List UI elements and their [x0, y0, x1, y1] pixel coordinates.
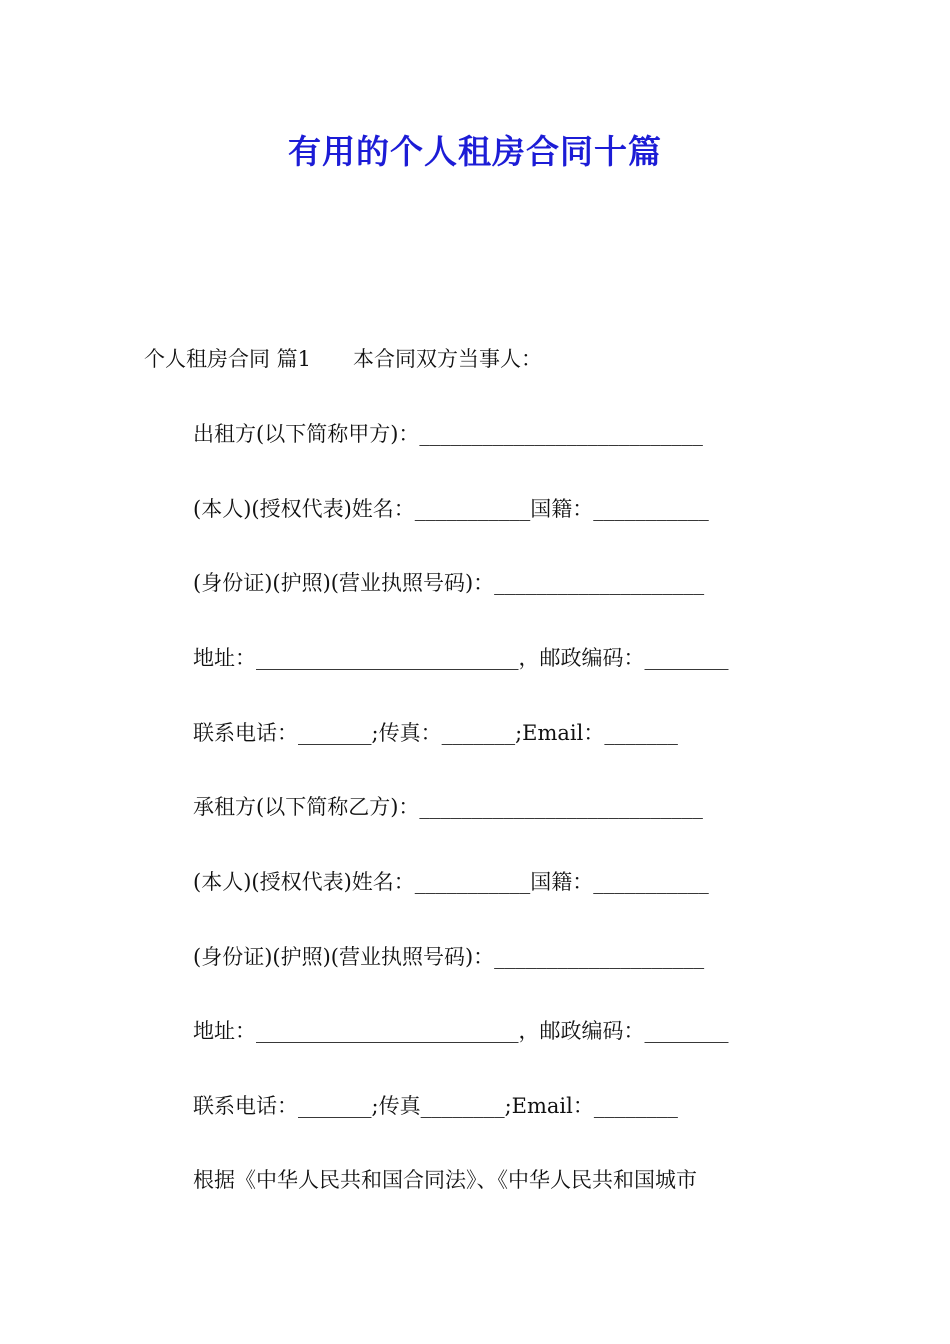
lessor-address-line: 地址：_________________________，邮政编码：________: [193, 646, 729, 670]
lessor-line: 出租方(以下简称甲方)：___________________________: [193, 422, 703, 446]
legal-basis-line: 根据《中华人民共和国合同法》、《中华人民共和国城市: [193, 1168, 697, 1192]
lessor-contact-line: 联系电话：_______;传真：_______;Email：_______: [193, 721, 678, 745]
document-title: 有用的个人租房合同十篇: [288, 132, 662, 171]
lessee-address-line: 地址：_________________________，邮政编码：________: [193, 1019, 729, 1043]
lessee-name-nationality-line: (本人)(授权代表)姓名：___________国籍：___________: [193, 870, 709, 894]
lessee-contact-line: 联系电话：_______;传真________;Email：________: [193, 1094, 678, 1118]
lessee-id-line: (身份证)(护照)(营业执照号码)：____________________: [193, 945, 705, 969]
lessor-name-nationality-line: (本人)(授权代表)姓名：___________国籍：___________: [193, 497, 709, 521]
lessor-id-line: (身份证)(护照)(营业执照号码)：____________________: [193, 571, 705, 595]
lessee-line: 承租方(以下简称乙方)：___________________________: [193, 795, 703, 819]
contract-heading-line: 个人租房合同 篇1 本合同双方当事人：: [144, 347, 543, 371]
